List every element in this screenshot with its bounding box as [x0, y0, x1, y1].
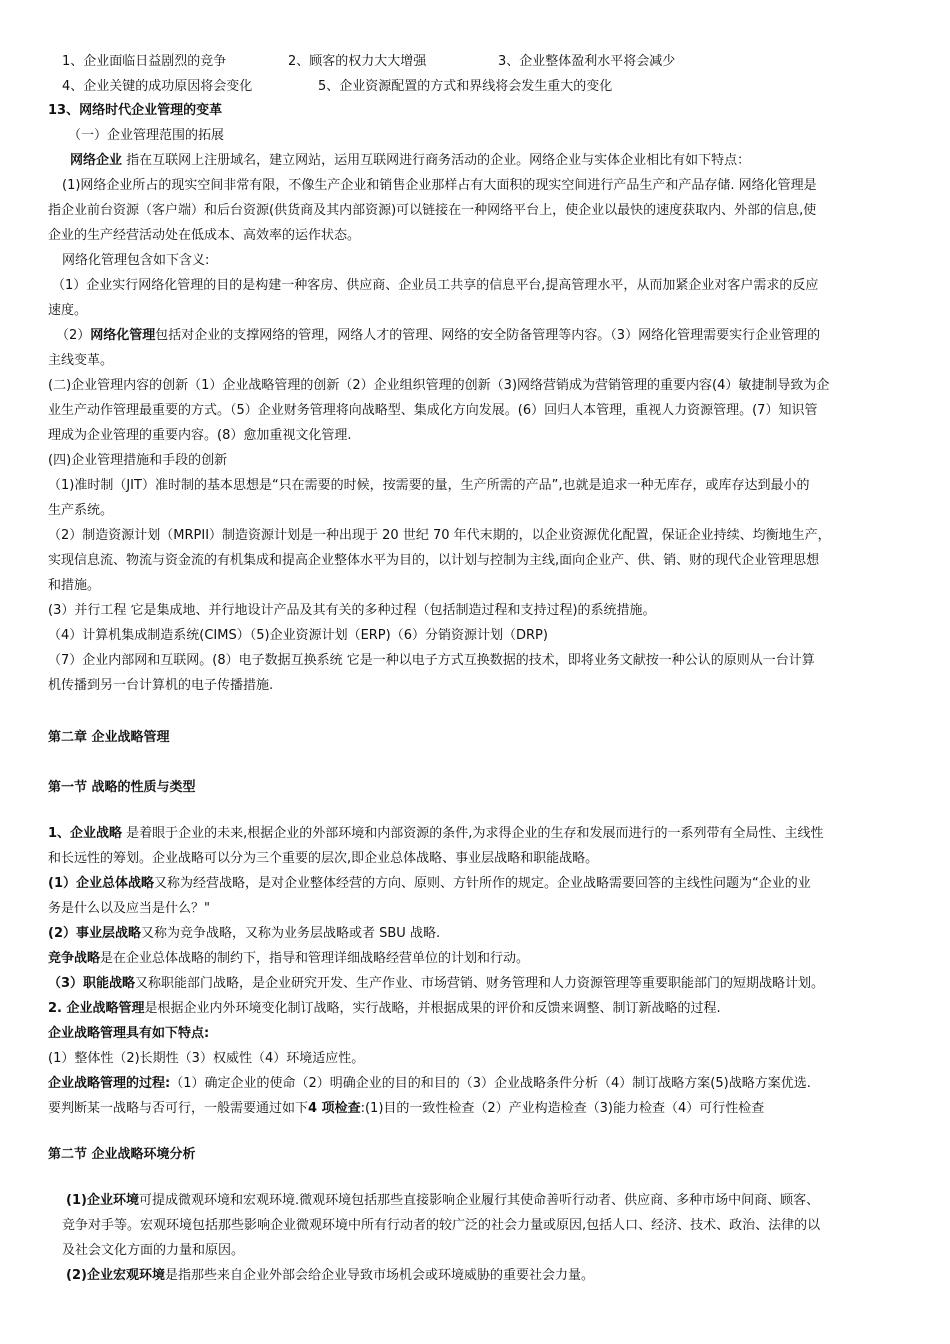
paragraph-line: 及社会文化方面的力量和原因。: [62, 1243, 245, 1258]
list-item-5: 5、企业资源配置的方式和界线将会发生重大的变化: [318, 79, 613, 94]
paragraph-line: (二)企业管理内容的创新（1）企业战略管理的创新（2）企业组织管理的创新（3)网络营销成为营销管理的重要内容(4）敏捷制导致为企: [48, 378, 830, 393]
term-competitive-strategy: 竞争战略: [48, 951, 101, 966]
paragraph-text: :(1)目的一致性检查（2）产业构造检查（3)能力检查（4）可行性检查: [360, 1101, 765, 1116]
paragraph-line: （4）计算机集成制造系统(CIMS）（5)企业资源计划（ERP)（6）分销资源计划（DRP): [48, 628, 548, 643]
section-heading-13: 13、网络时代企业管理的变革: [48, 103, 223, 118]
paragraph-line: 速度。: [48, 303, 88, 318]
definition-text: 又称为竞争战略，又称为业务层战略或者 SBU 战略.: [141, 926, 441, 941]
paragraph-line: [48, 951, 529, 967]
paragraph-heading: 企业战略管理具有如下特点:: [48, 1026, 210, 1041]
list-item-2: 2、顾客的权力大大增强: [288, 54, 427, 69]
paragraph-line: [48, 976, 824, 992]
paragraph-line: (四)企业管理措施和手段的创新: [48, 453, 228, 468]
paragraph-line: 竞争对手等。宏观环境包括那些影响企业微观环境中所有行动者的较广泛的社会力量或原因,包括人口、经济、技术、政治、法律的以: [62, 1218, 821, 1233]
term-macro-environment: 企业宏观环境: [86, 1268, 165, 1283]
paragraph-text: 是指那些来自企业外部会给企业导致市场机会或环境威胁的重要社会力量。: [164, 1268, 594, 1283]
term-enterprise-strategy: 1、企业战略: [48, 826, 123, 841]
list-item-1: 1、企业面临日益剧烈的竞争: [62, 54, 227, 69]
paragraph-line: [48, 1076, 811, 1092]
term-network-management: 网络化管理: [90, 328, 156, 343]
paragraph-line: 机传播到另一台计算机的电子传播措施.: [48, 678, 274, 693]
item-number: (2): [66, 1268, 87, 1283]
definition-text: 指在互联网上注册域名，建立网站，运用互联网进行商务活动的企业。网络企业与实体企业相比有如下特点：: [122, 153, 751, 168]
paragraph-line: (1）整体性（2)长期性（3）权威性（4）环境适应性。: [48, 1051, 365, 1066]
section-heading: 第一节 战略的性质与类型: [48, 780, 196, 795]
term-network-enterprise: 网络企业: [70, 153, 123, 168]
paragraph-line: [48, 1101, 764, 1117]
paragraph-line: 指企业前台资源（客户端）和后台资源(供货商及其内部资源)可以链接在一种网络平台上，使企业以最快的速度获取内、外部的信息,使: [48, 203, 817, 218]
term-functional-strategy: （3）职能战略: [48, 976, 136, 991]
paragraph-line: [56, 328, 820, 344]
paragraph-line: （7）企业内部网和互联网。(8）电子数据互换系统 它是一种以电子方式互换数据的技术，即将业务文献按一种公认的原则从一台计算: [48, 653, 815, 668]
paragraph-text: 包括对企业的支撑网络的管理，网络人才的管理、网络的安全防备管理等内容。（3）网络化管理需要实行企业管理的: [155, 328, 821, 343]
item-number: (1): [66, 1193, 87, 1208]
paragraph-line: 业生产动作管理最重要的方式。（5）企业财务管理将向战略型、集成化方向发展。(6）回归人本管理，重视人力资源管理。(7）知识管: [48, 403, 818, 418]
list-item-3: 3、企业整体盈利水平将会减少: [498, 54, 676, 69]
paragraph-line: [48, 826, 823, 842]
paragraph-line: （1)准时制（JIT）准时制的基本思想是“只在需要的时候，按需要的量，生产所需的产品”,也就是追求一种无库存，或库存达到最小的: [48, 478, 810, 493]
paragraph-line: [66, 1268, 594, 1284]
paragraph-line: (1)网络企业所占的现实空间非常有限，不像生产企业和销售企业那样占有大面积的现实空间进行产品生产和产品存储. 网络化管理是: [62, 178, 817, 193]
paragraph-line: [70, 153, 750, 169]
paragraph-line: 主线变革。: [48, 353, 114, 368]
paragraph-text: （1）确定企业的使命（2）明确企业的目的和目的（3）企业战略条件分析（4）制订战略方案(5)战略方案优选.: [170, 1076, 811, 1091]
paragraph-line: 和措施。: [48, 578, 101, 593]
paragraph-line: [48, 926, 440, 942]
chapter-heading: 第二章 企业战略管理: [48, 730, 170, 745]
paragraph-line: 实现信息流、物流与资金流的有机集成和提高企业整体水平为目的，以计划与控制为主线,面向企业产、供、销、财的现代企业管理思想: [48, 553, 820, 568]
list-item-4: 4、企业关键的成功原因将会变化: [62, 79, 253, 94]
paragraph-line: [48, 1001, 721, 1017]
item-number: （2）: [56, 328, 91, 343]
paragraph-line: [66, 1193, 819, 1209]
paragraph-line: （1）企业实行网络化管理的目的是构建一种客房、供应商、企业员工共享的信息平台,提高管理水平，从而加紧企业对客户需求的反应: [52, 278, 819, 293]
term-strategic-management: 2. 企业战略管理: [48, 1001, 145, 1016]
paragraph-line: 生产系统。: [48, 503, 114, 518]
subsection-heading: （一）企业管理范围的拓展: [68, 128, 225, 143]
section-heading: 第二节 企业战略环境分析: [48, 1147, 196, 1162]
term-four-checks: 4 项检查: [308, 1101, 361, 1116]
definition-text: 又称为经营战略，是对企业整体经营的方向、原则、方针所作的规定。企业战略需要回答的主线性问题为“企业的业: [154, 876, 811, 891]
paragraph-line: [48, 876, 811, 892]
paragraph-line: （2）制造资源计划（MRPII）制造资源计划是一种出现于 20 世纪 70 年代末期的，以企业资源优化配置，保证企业持续、均衡地生产，: [48, 528, 831, 543]
paragraph-text: 要判断某一战略与否可行，一般需要通过如下: [48, 1101, 309, 1116]
definition-text: 是着眼于企业的未来,根据企业的外部环境和内部资源的条件,为求得企业的生存和发展而进行的一系列带有全局性、主线性: [122, 826, 824, 841]
paragraph-line: 务是什么以及应当是什么？": [48, 901, 210, 916]
term-corporate-strategy: (1）企业总体战略: [48, 876, 154, 891]
paragraph-line: 和长远性的筹划。企业战略可以分为三个重要的层次,即企业总体战略、事业层战略和职能战略。: [48, 851, 599, 866]
term-management-process: 企业战略管理的过程:: [48, 1076, 171, 1091]
paragraph-text: 可提成微观环境和宏观环境.微观环境包括那些直接影响企业履行其使命善听行动者、供应商、多种市场中间商、顾客、: [138, 1193, 820, 1208]
definition-text: 是在企业总体战略的制约下，指导和管理详细战略经营单位的计划和行动。: [100, 951, 530, 966]
term-enterprise-environment: 企业环境: [86, 1193, 139, 1208]
paragraph-line: 网络化管理包含如下含义:: [62, 253, 210, 268]
paragraph-line: (3）并行工程 它是集成地、并行地设计产品及其有关的多种过程（包括制造过程和支持过程)的系统措施。: [48, 603, 656, 618]
paragraph-line: 企业的生产经营活动处在低成本、高效率的运作状态。: [48, 228, 361, 243]
term-business-strategy: (2）事业层战略: [48, 926, 141, 941]
definition-text: 又称职能部门战略，是企业研究开发、生产作业、市场营销、财务管理和人力资源管理等重要职能部门的短期战略计划。: [135, 976, 825, 991]
paragraph-line: 理成为企业管理的重要内容。(8）愈加重视文化管理.: [48, 428, 352, 443]
definition-text: 是根据企业内外环境变化制订战略，实行战略，并根据成果的评价和反馈来调整、制订新战略的过程.: [144, 1001, 721, 1016]
